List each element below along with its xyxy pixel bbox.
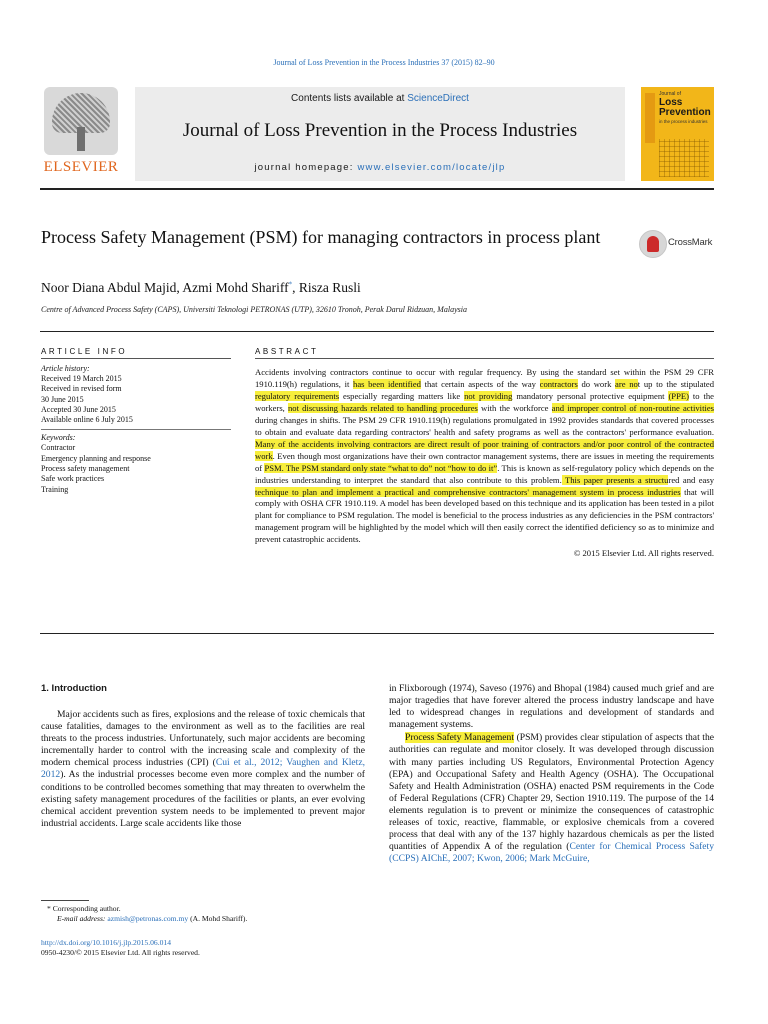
keyword: Training (41, 484, 69, 494)
crossmark-label: CrossMark (668, 237, 713, 248)
contents-prefix: Contents lists available at (291, 93, 405, 104)
abstract-highlight: technique to plan and implement a practical and comprehensive contractors' management system in process industries (255, 486, 681, 497)
abstract-segment: with the workforce (477, 402, 552, 413)
citation-link[interactable]: Cui et al., 2012; Vaughen and Kletz, 2012 (41, 757, 366, 781)
keyword: Emergency planning and response (41, 453, 151, 463)
article-info-panel (41, 358, 231, 495)
abstract-highlight: PSM. The PSM standard only state “what to do” not “how to do it” (264, 462, 498, 473)
title-divider (40, 331, 714, 332)
crossmark-badge[interactable] (637, 228, 717, 258)
intro-text: ). As the industrial processes become even more complex and the number of conditions to be controlled becomes something that may threaten to overwhelm the existing safety management procedures of the facilities or plants, an ever evolving chemical accident prevention system needs to be implemented to prevent major industrial accidents. Large scale accidents like those (41, 769, 365, 829)
contents-line (135, 93, 625, 104)
abstract-divider (40, 633, 714, 634)
abstract-heading: ABSTRACT (255, 347, 319, 356)
abstract-rule (255, 358, 714, 359)
email-label: E-mail address: (57, 914, 106, 924)
citation-link[interactable]: Center for Chemical Process Safety (CCPS) AIChE, 2007; Kwon, 2006; Mark McGuire, (389, 841, 715, 865)
abstract-highlight: Many of the accidents involving contractors are direct result of poor training of contractors and/or poor control of the contracted work (255, 438, 714, 461)
psm-paragraph (389, 732, 714, 865)
cover-pattern (659, 139, 709, 177)
homepage-prefix: journal homepage: (254, 162, 354, 173)
sciencedirect-link[interactable]: ScienceDirect (407, 93, 469, 104)
email-link[interactable]: azmish@petronas.com.my (107, 914, 189, 924)
article-title: Process Safety Management (PSM) for managing contractors in process plant (41, 227, 601, 247)
abstract-highlight: not discussing hazards related to handling procedures (288, 402, 478, 413)
history-item: Received in revised form (41, 384, 122, 394)
abstract-segment: . This is known as self-regulatory policy which depends on the industries understanding to interpret the standard that also contribute to this problem. (255, 462, 714, 485)
abstract-highlight: has been identified (353, 378, 421, 389)
abstract-highlight: not providing (464, 390, 513, 401)
abstract-segment: . Even though most organizations have their own contractor management systems, there are issues in meeting the requirements of (255, 450, 714, 473)
abstract-segment: mandatory personal protective equipment (512, 390, 669, 401)
journal-header (135, 87, 625, 181)
body-column-right (389, 683, 714, 865)
abstract-highlight: contractors (539, 378, 578, 389)
authors-rest: , Risza Rusli (292, 280, 361, 295)
abstract-highlight: are no (615, 378, 638, 389)
info-separator (41, 429, 231, 430)
elsevier-tree-icon (44, 87, 118, 155)
journal-citation[interactable]: Journal of Loss Prevention in the Process Industries 37 (2015) 82–90 (273, 58, 495, 67)
intro-paragraph-continued: in Flixborough (1974), Saveso (1976) and Bhopal (1984) caused much grief and are major tragedies that have forever altered the process industry landscape and have led to widespread changes in regulations and development of standards and management systems. (389, 683, 714, 731)
journal-title: Journal of Loss Prevention in the Process Industries (182, 120, 578, 141)
email-line (41, 914, 247, 924)
abstract-highlight: regulatory requirements (255, 390, 340, 401)
abstract-segment: especially regarding matters like (339, 390, 465, 401)
abstract-segment: t up to the stipulated (637, 378, 715, 389)
cover-line2: Loss Prevention (659, 97, 711, 118)
footnote (41, 904, 247, 925)
abstract-segment: that certain aspects of the way (420, 378, 540, 389)
header-divider (40, 188, 714, 190)
journal-homepage (135, 162, 625, 173)
elsevier-logo[interactable] (40, 87, 122, 179)
history-item: 30 June 2015 (41, 394, 84, 404)
email-suffix: (A. Mohd Shariff). (188, 914, 248, 924)
homepage-link[interactable]: www.elsevier.com/locate/jlp (357, 162, 506, 173)
corresponding-author-mark[interactable]: * (288, 280, 293, 289)
abstract-segment: do work (577, 378, 616, 389)
body-column-left (41, 683, 365, 830)
cover-line3: in the process industries (659, 119, 708, 124)
doi-link[interactable]: http://dx.doi.org/10.1016/j.jlp.2015.06.014 (41, 938, 172, 947)
abstract-segment: that will comply with OSHA CFR 1910.119. A model has been developed based on this technique and its application has been tested in a pilot plant for compliance to PSM regulation. The model is beneficial to the process industries as any deficiencies in the PSM contractors' management program will be highlighted by the model which will then easily correct the identified deficiency so as to minimize and prevent catastrophic accidents. (255, 486, 714, 545)
history-item: Received 19 March 2015 (41, 374, 122, 383)
info-rule (41, 358, 231, 359)
abstract-text (255, 367, 714, 546)
abstract-copyright: © 2015 Elsevier Ltd. All rights reserved. (573, 548, 714, 559)
history-label: Article history: (41, 364, 90, 373)
footnote-divider (41, 900, 89, 901)
crossmark-icon (639, 230, 667, 258)
intro-paragraph (41, 709, 365, 830)
author-list (41, 280, 361, 296)
article-info-heading: ARTICLE INFO (41, 347, 128, 356)
corresponding-author-note: * Corresponding author. (47, 904, 121, 913)
journal-cover-image[interactable] (641, 87, 714, 181)
abstract-segment: to the workers, (255, 390, 714, 413)
cover-strip (645, 93, 655, 143)
history-item: Accepted 30 June 2015 (41, 404, 116, 414)
issn-line: 0950-4230/© 2015 Elsevier Ltd. All rights reserved. (41, 948, 200, 958)
abstract-highlight: and improper control of non-routine activities (551, 402, 714, 413)
keyword: Contractor (41, 443, 76, 453)
cover-line1: Journal of (659, 91, 681, 97)
publisher-name: ELSEVIER (43, 159, 119, 175)
doi-block (41, 938, 200, 959)
abstract-highlight: This paper presents a structu (561, 474, 669, 485)
keywords-label: Keywords: (41, 433, 76, 443)
section-heading: 1. Introduction (41, 683, 107, 694)
keyword: Safe work practices (41, 474, 105, 484)
psm-highlight: Process Safety Management (405, 732, 515, 744)
psm-text: (PSM) provides clear stipulation of aspects that the authorities can regulate and monitor closely. It was developed through discussion with many parties including US Regulators, Environmental Protection Agency (EPA) and Occupational Safety and Health Agency (OSHA). The Occupational Safety and Health Administration (OSHA) enacted PSM requirements in the Code of Federal Regulations (CFR) Chapter 29, Section 1910.119. The purpose of the 14 elements regulation is to prevent or minimize the consequences of catastrophic releases of toxic, reactive, flammable, or explosive chemicals from a covered process that deal with any of the 137 highly hazardous chemicals as per the listed quantities of Appendix A of the regulation ( (389, 732, 715, 853)
abstract-segment: red and easy (668, 474, 714, 485)
abstract-segment: during changes in shifts. The PSM 29 CFR 1910.119(h) regulations promulgated in 1992 provides standards that covered processes to obtain and evaluate data regarding contractors' health and safety programs as well as the contractors' performance evaluation. (255, 414, 714, 437)
intro-text: Major accidents such as fires, explosions and the release of toxic chemicals that cause fatalities, damages to the environment as well as to the facilities are real threats to the process industries. Unfortunately, such major accidents are becoming incrementally harder to control with the increasing scale and complexity of the modern chemical process industries (CPI) ( (41, 709, 365, 769)
abstract-panel (255, 358, 714, 558)
authors-first: Noor Diana Abdul Majid, Azmi Mohd Shariff (41, 280, 289, 295)
keyword: Process safety management (41, 464, 130, 474)
abstract-segment: Accidents involving contractors continue to occur with regular frequency. By using the standard set within the PSM 29 CFR 1910.119(h) regulations, it (255, 367, 714, 389)
abstract-highlight: (PPE) (668, 390, 689, 401)
author-affiliation: Centre of Advanced Process Safety (CAPS), Universiti Teknologi PETRONAS (UTP), 32610 Tronoh, Perak Darul Ridzuan, Malaysia (41, 305, 467, 314)
history-item: Available online 6 July 2015 (41, 415, 133, 425)
